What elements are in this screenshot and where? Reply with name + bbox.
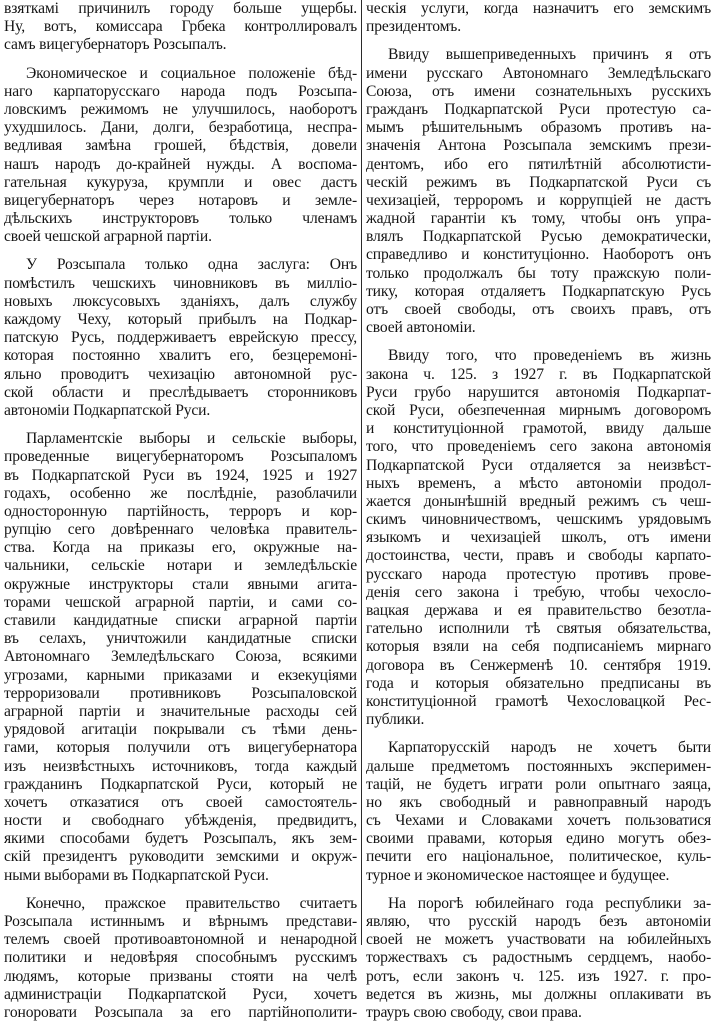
text-line: Ну, вотъ, комиссара Грбека контроллировалъ (4, 18, 357, 36)
paragraph-gap (4, 885, 357, 895)
text-line: мымъ рѣшительнымъ образомъ противъ на- (366, 119, 711, 137)
text-line: съ Чехами и Словаками хочетъ пользоватися (366, 812, 711, 830)
left-column-paragraph-1 (4, 0, 357, 55)
left-column-paragraph-3 (4, 256, 357, 420)
text-line: которая постоянно хвалитъ его, безцеремоні- (4, 347, 357, 365)
text-line: скимъ чиновничествомъ, чешскимъ урядовымъ (366, 511, 711, 529)
text-line: самъ вицегубернаторъ Розсыпалъ. (4, 36, 227, 54)
text-line: автономіи Подкарпатской Руси. (4, 401, 211, 419)
text-line: телемъ своей противоавтономной и ненародной (4, 931, 357, 949)
text-line: годахъ, особенно же послѣдніе, разоблачили (4, 484, 357, 502)
text-line: ными выборами въ Подкарпатской Руси. (4, 866, 269, 884)
text-line: жадной гарантіи къ тому, чтобы онъ упра- (366, 210, 711, 228)
text-line: окружные инструкторы стали явными агита- (4, 575, 357, 593)
text-line: справедливо и конституціонно. Наоборотъ онъ (366, 246, 711, 264)
text-line: политики и недовѣряя способнымъ русскимъ (4, 949, 357, 967)
left-column-paragraph-5 (4, 895, 357, 1022)
text-line: ческія услуги, когда назначитъ его земскимъ (366, 0, 711, 17)
right-column (366, 0, 711, 1021)
right-column-paragraph-3 (366, 347, 711, 729)
text-line: Парламентскіе выборы и сельскіе выборы, (26, 430, 357, 448)
text-line: вицегубернаторъ через нотаровъ и земле- (4, 191, 357, 209)
text-line: того, что проведеніемъ сего закона автономія (366, 438, 711, 456)
text-line: имени русскаго Автономнаго Земледѣльскаго (366, 64, 711, 82)
text-line: торами чешской аграрной партіи, и сами со- (4, 593, 357, 611)
text-line: рупцію сего довѣреннаго человѣка правитель- (4, 521, 357, 539)
text-line: наго карпаторусскаго народа подъ Розсыпа- (4, 82, 357, 100)
text-line: гами, которыя получили отъ вицегубернатора (4, 739, 357, 757)
text-line: конституціонной грамотѣ Чехословацкой Рес- (366, 692, 711, 710)
right-column-paragraph-5 (366, 895, 711, 1022)
text-line: своей не можетъ участвовати на юбилейныхъ (366, 931, 711, 949)
text-line: значенія Антона Розсыпала земскимъ прези- (366, 137, 711, 155)
text-line: помѣстилъ чешскихъ чиновниковъ въ милліо- (4, 274, 357, 292)
paragraph-gap (4, 55, 357, 65)
text-line: хочетъ отказатися отъ своей самостоятель- (4, 793, 357, 811)
text-line: печити его національное, политическое, куль- (366, 848, 711, 866)
text-line: президентомъ. (366, 18, 461, 36)
text-line: своей чешской аграрной партіи. (4, 228, 212, 246)
text-line: трауръ свою свободу, свои права. (366, 1003, 582, 1021)
text-line: ловскимъ режимомъ не улучшилось, наоборотъ (4, 100, 357, 118)
text-line: отъ своей свободы, отъ своихъ правъ, отъ (366, 301, 711, 318)
text-line: изъ неизвѣстныхъ источниковъ, тогда каждый (4, 757, 357, 775)
text-line: являю, что русскій народъ безъ автономіи (366, 913, 711, 930)
text-line: въ Подкарпатской Руси въ 1924, 1925 и 1927 (4, 466, 357, 484)
text-line: Ввиду того, что проведеніемъ въ жизнь (388, 347, 711, 365)
text-line: взяткамі причинилъ городу больше ущербы. (4, 0, 357, 17)
text-line: новыхъ люксусовыхъ зданіяхъ, далъ службу (4, 292, 357, 310)
text-line: ческій режимъ въ Подкарпатской Руси съ (366, 173, 711, 191)
right-column-paragraph-4 (366, 739, 711, 885)
text-line: людямъ, которые призваны стояти на челѣ (4, 967, 357, 985)
text-line: На порогѣ юбилейнаго года республики за- (388, 894, 711, 912)
text-line: терроризовали противниковъ Розсыпаловской (4, 684, 357, 702)
right-column-paragraph-1 (366, 0, 711, 36)
text-line: закона ч. 125. з 1927 г. въ Подкарпатской (366, 365, 711, 383)
text-line: гражданинъ Подкарпатской Руси, который не (4, 775, 357, 793)
text-line: гоноровати Розсыпала за его партійнополити- (4, 1003, 357, 1021)
text-line: ской Руси, обезпеченная мирнымъ договоромъ (366, 401, 711, 419)
text-line: У Розсыпала только одна заслуга: Онъ (26, 256, 357, 274)
text-line: Розсыпала истиннымъ и вѣрнымъ представи- (4, 913, 357, 930)
paragraph-gap (4, 246, 357, 256)
text-line: жается донынѣшній вредный режимъ съ чеш- (366, 492, 711, 510)
text-line: тацій, не будетъ играти роли опытнаго заяца, (366, 775, 711, 793)
text-line: договора въ Сенжерменѣ 10. сентября 1919. (366, 656, 711, 674)
text-line: и конституціонной грамотой, ввиду дальше (366, 420, 711, 438)
text-line: нашъ народъ до-крайней нужды. А воспома- (4, 155, 357, 173)
text-line: только продолжалъ бы тоту пражскую поли- (366, 264, 711, 282)
text-line: скій президентъ руководити земскими и окруж- (4, 848, 357, 866)
left-column-paragraph-2 (4, 65, 357, 247)
paragraph-gap (366, 36, 711, 46)
text-line: влялъ Подкарпатской Русью демократически, (366, 228, 711, 246)
column-divider (361, 0, 362, 945)
text-line: дальше предметомъ постоянныхъ эксперимен- (366, 757, 711, 775)
text-line: администраціи Подкарпатской Руси, хочетъ (4, 985, 357, 1003)
text-line: достоинства, чести, правъ и свободы карпато- (366, 547, 711, 565)
text-line: яльно проводитъ чехизацію автономной рус- (4, 365, 357, 383)
text-line: которыя взяли на себя подписаніемъ мирнаго (366, 638, 711, 656)
text-line: чальники, сельскіе нотари и земледѣльскіе (4, 557, 357, 575)
text-line: ведливая замѣна грошей, бѣдствія, довели (4, 137, 357, 155)
text-line: Подкарпатской Руси отдаляется за неизвѣст- (366, 456, 711, 474)
text-line: ства. Когда на приказы его, окружные на- (4, 539, 357, 557)
text-line: гательная кукуруза, крумпли и овес дастъ (4, 173, 357, 191)
text-line: Карпаторусскій народъ не хочетъ быти (388, 739, 711, 757)
text-line: Ввиду вышеприведенныхъ причинъ я отъ (388, 46, 711, 64)
text-line: ности и свободнаго убѣжденія, предвидитъ, (4, 812, 357, 830)
text-line: гательно исполнили тѣ святыя обязательства, (366, 620, 711, 638)
text-line: языкомъ и чехизаціей школъ, отъ имени (366, 529, 711, 547)
text-line: дентомъ, ибо его пятилѣтній абсолютисти- (366, 155, 711, 173)
text-line: патскую Русь, поддерживаетъ еврейскую прессу, (4, 329, 357, 347)
paragraph-gap (366, 729, 711, 739)
text-line: публики. (366, 711, 425, 729)
text-line: дѣльскихъ инструкторовъ только членамъ (4, 210, 357, 228)
text-line: ставили кандидатные списки аграрной партіи (4, 612, 357, 629)
text-line: турное и экономическое настоящее и будущее. (366, 866, 670, 884)
text-line: года и которыя обязательно предписаны въ (366, 674, 711, 692)
text-line: ухудшилось. Дани, долги, безработица, неспра- (4, 119, 357, 137)
text-line: гражданъ Подкарпатской Руси протестую са- (366, 100, 711, 118)
text-line: тику, которая отдаляетъ Подкарпатскую Русь (366, 282, 711, 300)
text-line: ской области и преслѣдываетъ сторонниковъ (4, 383, 357, 401)
text-line: Экономическое и социальное положеніе бѣд- (26, 64, 357, 82)
text-line: въ селахъ, уничтожили кандидатные списки (4, 630, 357, 648)
text-line: односторонную партійность, терроръ и кор- (4, 502, 357, 520)
paragraph-gap (4, 420, 357, 430)
text-line: вацкая держава и ея правительство безотла- (366, 602, 711, 619)
text-line: своими правами, которыя едино могутъ обез- (366, 830, 711, 848)
text-line: но якъ свободный и равноправный народъ (366, 793, 711, 811)
text-line: проведенные вицегубернаторомъ Розсыпаломъ (4, 448, 357, 466)
text-line: ведется въ жизнь, мы должны оплакивати въ (366, 985, 711, 1003)
text-line: чехизаціей, терроромъ и коррупціей не дастъ (366, 191, 711, 209)
text-line: урядовой агитаціи покрывали съ тѣми день- (4, 721, 357, 739)
text-line: Конечно, пражское правительство считаетъ (26, 894, 357, 912)
paragraph-gap (366, 885, 711, 895)
text-line: якими способами будетъ Розсыпалъ, якъ зем- (4, 830, 357, 848)
text-line: Автономнаго Земледѣльскаго Союза, всякими (4, 648, 357, 666)
text-line: русскаго народа протестую противъ прове- (366, 565, 711, 583)
text-line: Руси грубо нарушится автономія Подкарпат- (366, 383, 711, 401)
right-column-paragraph-2 (366, 46, 711, 337)
text-line: аграрной партіи и значительные расходы сей (4, 702, 357, 720)
text-line: угрозами, карными приказами и екзекуціями (4, 666, 357, 684)
left-column (4, 0, 357, 1021)
text-line: Союза, отъ имени сознательныхъ русскихъ (366, 82, 711, 100)
text-line: каждому Чеху, который прибылъ на Подкар- (4, 311, 357, 328)
text-line: своей автономіи. (366, 319, 476, 337)
text-line: денія сего закона і требую, чтобы чехосло- (366, 583, 711, 601)
left-column-paragraph-4 (4, 430, 357, 885)
paragraph-gap (366, 337, 711, 347)
text-line: ротъ, если законъ ч. 125. изъ 1927. г. про- (366, 967, 711, 985)
text-line: ныхъ временъ, а мѣсто автономіи продол- (366, 474, 711, 492)
text-line: торжествахъ съ радостнымъ сердцемъ, наобо- (366, 949, 711, 967)
